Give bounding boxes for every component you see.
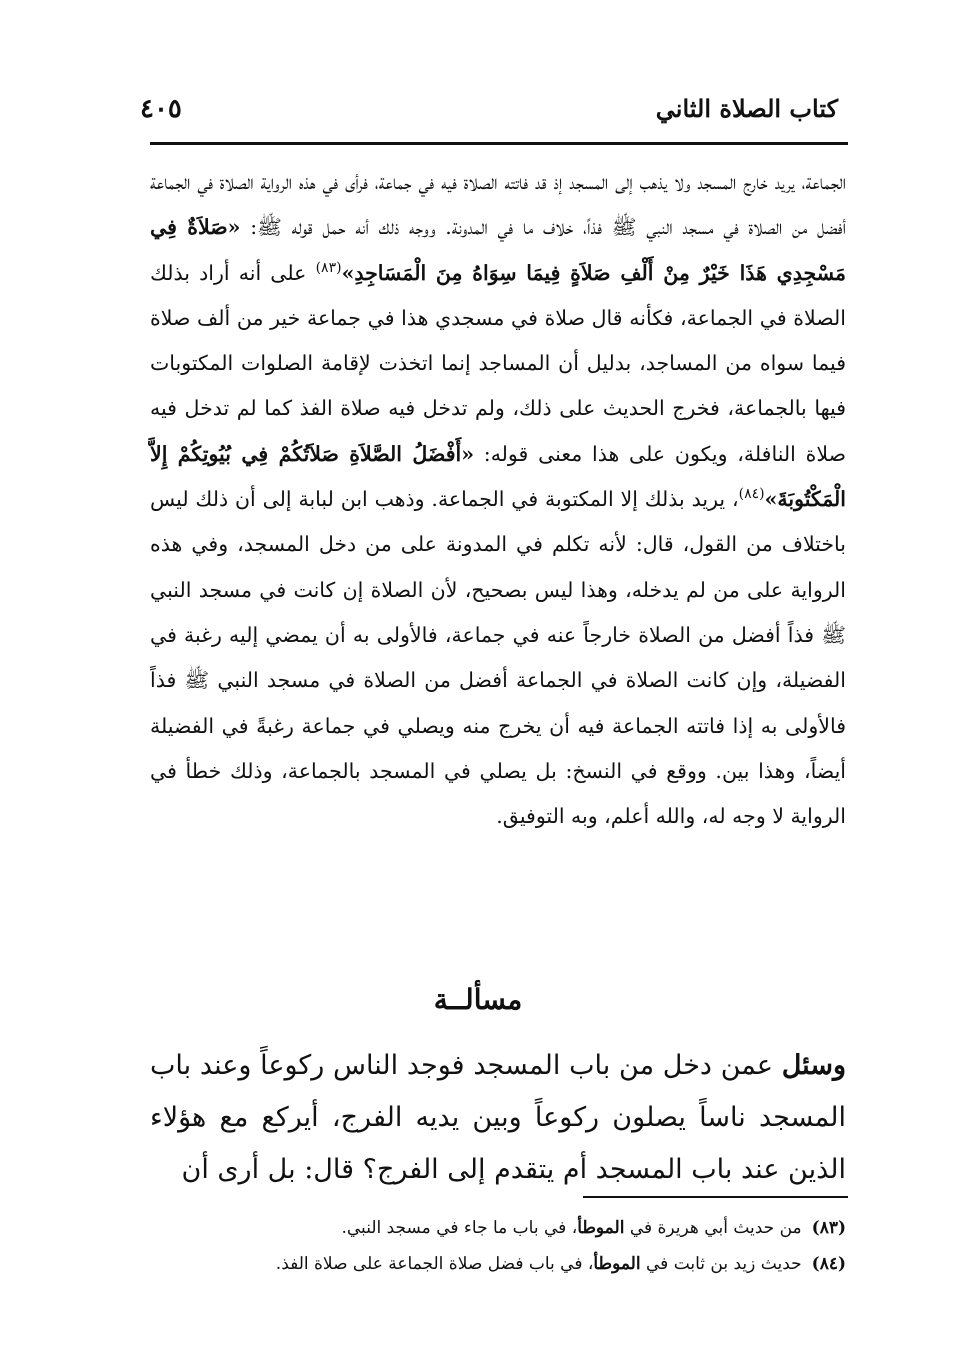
header-rule xyxy=(150,142,848,145)
paragraph xyxy=(150,1040,846,1196)
page-header xyxy=(140,92,838,132)
footnote xyxy=(150,1210,846,1246)
footnote xyxy=(150,1246,846,1282)
hadith-quote: «أَفْضَلُ الصَّلاَةِ صَلاَتُكُمْ فِي بُيُوتِكُمْ إِلاَّ الْمَكْتُوبَةَ» xyxy=(150,441,846,512)
footnote-ref: (٨٣) xyxy=(315,259,342,276)
question-text xyxy=(150,1040,846,1196)
question-lead: وسئل xyxy=(781,1050,846,1081)
text-run: عمن دخل من باب المسجد فوجد الناس ركوعاً وعند باب المسجد ناساً يصلون ركوعاً وبين يديه الفرج، أيركع مع هؤلاء الذين عند باب المسجد أم يتقدم إلى الفرج؟ قال: بل أرى أن xyxy=(150,1050,846,1185)
paragraph xyxy=(150,160,846,839)
footnotes xyxy=(150,1210,846,1282)
footnote-ref: (٨٤) xyxy=(738,486,765,503)
footnote-text: ، في باب فضل صلاة الجماعة على صلاة الفذ. xyxy=(275,1254,594,1274)
hadith-quote: «صَلاَةٌ فِي مَسْجِدِي هَذَا خَيْرٌ مِنْ أَلْفِ صَلاَةٍ فِيمَا سِوَاهُ مِنَ الْمَسَاجِدِ» xyxy=(150,215,846,285)
footnote-rule xyxy=(583,1196,848,1198)
text-run: على أنه أراد بذلك الصلاة في الجماعة، فكأنه قال صلاة في مسجدي هذا في جماعة خير من ألف صلاة فيما سواه من المساجد، بدليل أن المساجد إنما اتخذت لإقامة الصلوات المكتوبات فيها بالجماعة، فخرج الحديث على ذلك، ولم تدخل فيه صلاة الفذ كما لم تدخل فيه صلاة النافلة، ويكون على هذا معنى قوله: xyxy=(150,260,846,466)
footnote-source: الموطأ xyxy=(593,1254,641,1274)
text-run: ، يريد بذلك إلا المكتوبة في الجماعة. وذهب ابن لبابة إلى أن ذلك ليس باختلاف من القول، قال: لأنه تكلم في المدونة على من دخل المسجد، وفي هذه الرواية على من لم يدخله، وهذا ليس بصحيح، لأن الصلاة إن كانت في مسجد النبي ﷺ فذاً أفضل من الصلاة خارجاً عنه في جماعة، فالأولى به أن يمضي إليه رغبة في الفضيلة، وإن كانت الصلاة في الجماعة أفضل من الصلاة في مسجد النبي ﷺ فذاً فالأولى به إذا فاتته الجماعة فيه أن يخرج منه ويصلي في جماعة رغبةً في الفضيلة أيضاً، وهذا بين. ووقع في النسخ: بل يصلي في المسجد بالجماعة، وذلك خطأ في الرواية لا وجه له، والله أعلم، وبه التوفيق. xyxy=(150,487,846,829)
footnote-text: ، في باب ما جاء في مسجد النبي. xyxy=(341,1218,578,1238)
footnote-text: حديث زيد بن ثابت في xyxy=(640,1254,802,1274)
footnote-number: (٨٤) xyxy=(811,1254,846,1274)
page-number: ٤٠٥ xyxy=(140,94,182,124)
footnote-text: من حديث أبي هريرة في xyxy=(624,1218,802,1238)
footnote-number: (٨٣) xyxy=(811,1218,846,1238)
main-text xyxy=(150,160,846,839)
running-head: كتاب الصلاة الثاني xyxy=(655,94,838,123)
text-run: الجماعة، يريد خارج المسجد ولا يذهب إلى المسجد إذ قد فاتته الصلاة فيه في جماعة، فرأى في هذه الرواية الصلاة في الجماعة أفضل من الصلاة في مسجد النبي ﷺ فذاً، خلاف ما في المدونة. ووجه ذلك أنه حمل قوله ﷺ: xyxy=(150,170,847,240)
section-title: مسألــة xyxy=(433,983,523,1016)
footnote-source: الموطأ xyxy=(577,1218,625,1238)
